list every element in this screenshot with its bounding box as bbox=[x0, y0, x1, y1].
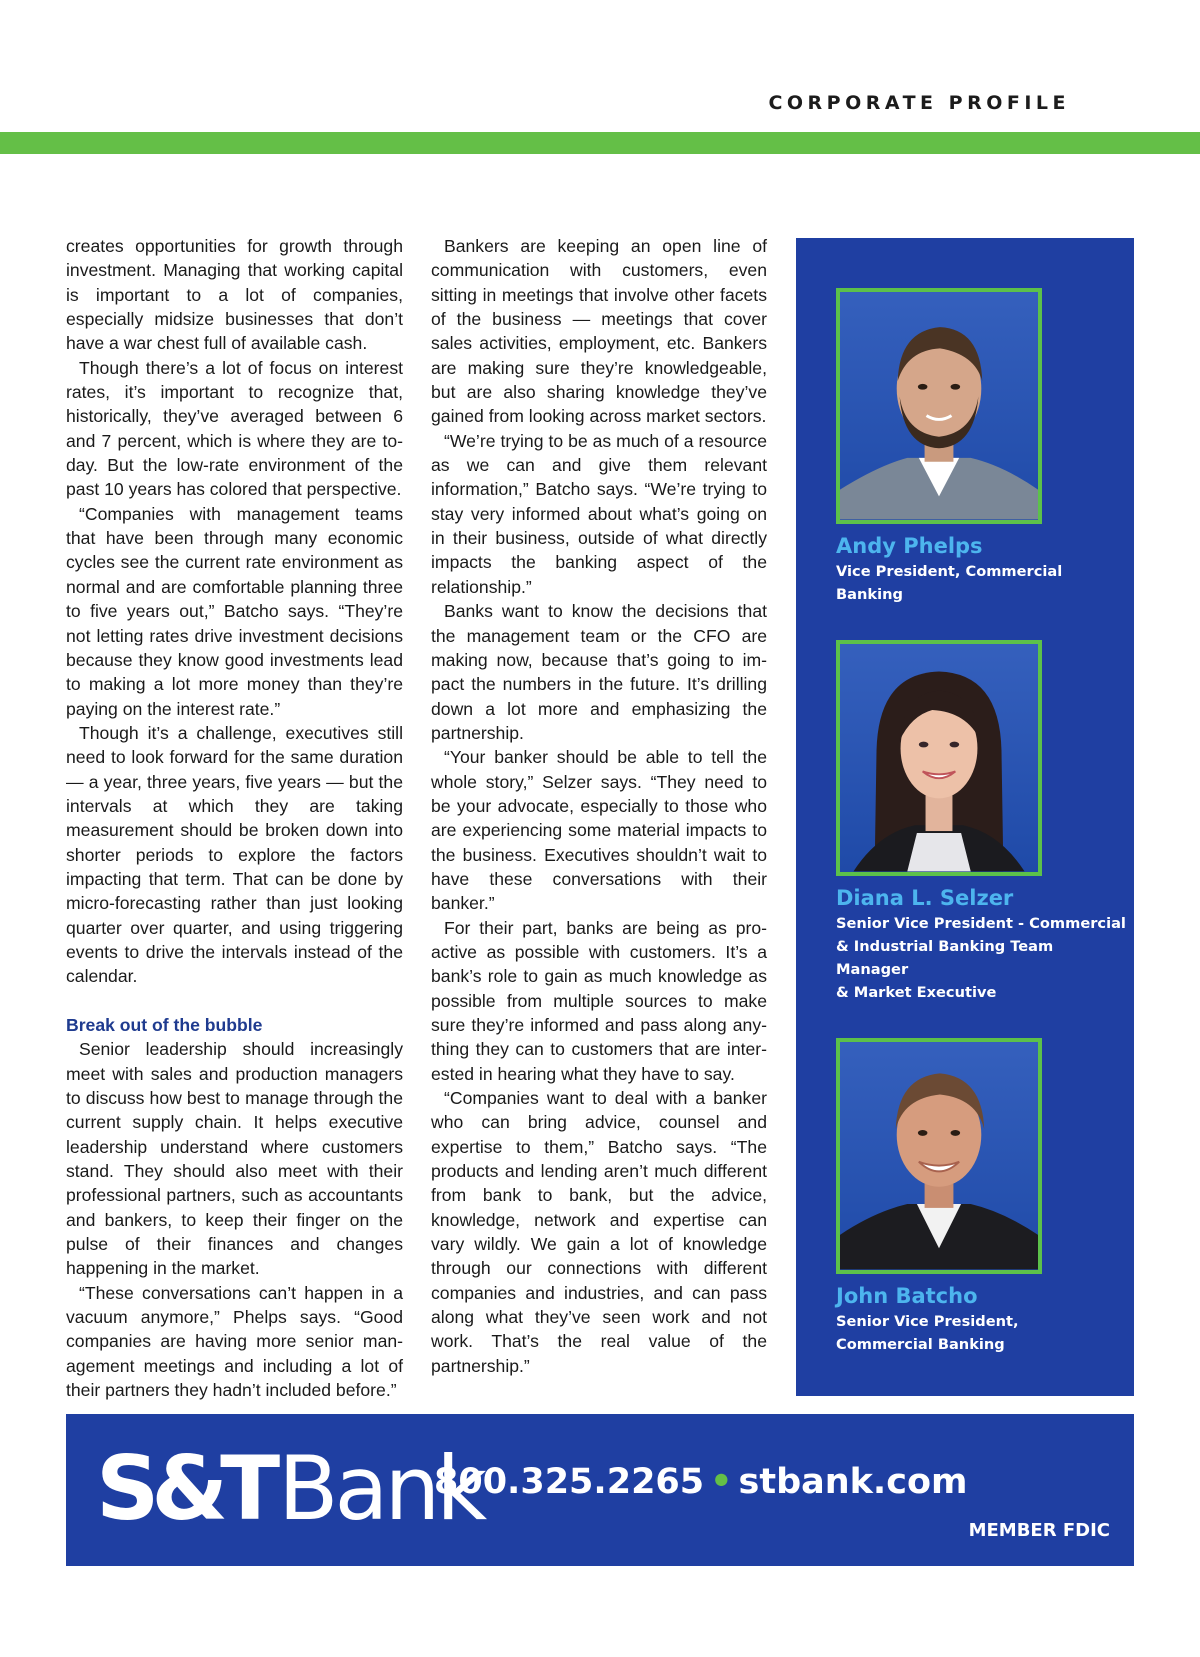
person-name: John Batcho bbox=[836, 1284, 978, 1308]
person-title: Senior Vice President, bbox=[836, 1313, 1019, 1330]
paragraph: “Companies want to deal with a banker who can bring advice, counsel and expertise to them,” Batcho says. “The products and lending aren’t much different from bank to bank, but the advice, knowledge, network and expertise can vary wildly. We gain a lot of knowledge through our connections with different companies and industries, and can pass along what they’ve seen work and not work. That’s the real value of the partnership.” bbox=[431, 1088, 767, 1376]
paragraph: Senior leadership should increasingly meet with sales and production managers to discuss how best to manage through the current supply chain. It helps executive leadership understand where customers stand. They should also meet with their professional partners, such as accountants and bankers, to keep their finger on the pulse of their finances and changes happening in the market. bbox=[66, 1039, 403, 1279]
person-card-batcho bbox=[836, 1038, 1126, 1356]
contact-line bbox=[434, 1462, 968, 1502]
phone-number: 800.325.2265 bbox=[434, 1462, 705, 1502]
member-fdic: MEMBER FDIC bbox=[968, 1520, 1110, 1541]
person-title: Senior Vice President - Commercial bbox=[836, 915, 1126, 932]
headshot-woman-icon bbox=[840, 644, 1038, 872]
article-column-left bbox=[66, 234, 403, 1403]
person-title: & Industrial Banking Team Manager bbox=[836, 938, 1054, 978]
paragraph: Banks want to know the decisions that the management team or the CFO are making now, because that’s going to impact the numbers in the future. It’s drilling down a lot more and emphasizing the partnership. bbox=[431, 601, 767, 743]
paragraph: “These conversations can’t happen in a vacuum anymore,” Phelps says. “Good companies are having more senior management meetings and including a lot of their partners they hadn’t included before.” bbox=[66, 1282, 403, 1401]
person-name: Diana L. Selzer bbox=[836, 886, 1014, 910]
header-green-rule bbox=[0, 132, 1200, 154]
paragraph: “Companies with management teams that have been through many economic cycles see the current rate environment as normal and are comfortable planning three to five years out,” Batcho says. “They’re not letting rates drive investment decisions because they know good investments lead to making a lot more money than they’re paying on the interest rate.” bbox=[66, 503, 403, 719]
headshot-photo bbox=[836, 640, 1042, 876]
headshot-photo bbox=[836, 288, 1042, 524]
paragraph: Though there’s a lot of focus on interest rates, it’s important to recognize that, historically, they’ve averaged between 6 and 7 percent, which is where they are today. But the low-rate environment of the past 10 years has colored that perspective. bbox=[66, 357, 403, 500]
paragraph: “We’re trying to be as much of a resource as we can and give them relevant information,” Batcho says. “We’re trying to stay very informed about what’s going on in their business, outside of what directly impacts the banking aspect of the relationship.” bbox=[431, 430, 767, 597]
paragraph: For their part, banks are being as proactive as possible with customers. It’s a bank’s role to gain as much knowledge as possible from multiple sources to make sure they’re informed and pass along anything they can to customers that are interested in hearing what they have to say. bbox=[431, 917, 767, 1084]
headshot-man-icon bbox=[840, 1042, 1038, 1270]
person-title: Vice President, Commercial Banking bbox=[836, 563, 1063, 603]
footer-banner bbox=[66, 1414, 1134, 1566]
person-title: & Market Executive bbox=[836, 984, 997, 1001]
separator-dot: • bbox=[710, 1462, 733, 1502]
paragraph: Bankers are keeping an open line of communication with customers, even sitting in meetings that involve other facets of the business — meetings that cover sales activities, employment, etc. Bankers are making sure they’re knowledgeable, but are also sharing knowledge they’ve gained from looking across market sectors. bbox=[431, 236, 767, 427]
headshot-man-beard-icon bbox=[840, 292, 1038, 520]
paragraph: Though it’s a challenge, executives still need to look forward for the same duration — a year, three years, five years — but the intervals at which they are taking measurement should be broken down into shorter periods to explore the factors impacting that term. That can be done by micro-forecasting rather than just looking quarter over quarter, and using triggering events to drive the intervals instead of the calendar. bbox=[66, 722, 403, 987]
website-link[interactable]: stbank.com bbox=[738, 1462, 968, 1502]
person-title: Commercial Banking bbox=[836, 1336, 1005, 1353]
paragraph: creates opportunities for growth through investment. Managing that working capital is important to a lot of companies, especially midsize businesses that don’t have a war chest full of available cash. bbox=[66, 236, 403, 354]
logo-mark: S&T bbox=[96, 1437, 273, 1540]
person-name: Andy Phelps bbox=[836, 534, 983, 558]
section-label: CORPORATE PROFILE bbox=[768, 92, 1070, 114]
paragraph: “Your banker should be able to tell the whole story,” Selzer says. “They need to be your advocate, especially to those who are experiencing some material impacts to the business. Executives shouldn’t wait to have these conversations with their banker.” bbox=[431, 747, 767, 914]
subhead: Break out of the bubble bbox=[66, 1015, 263, 1035]
person-card-phelps bbox=[836, 288, 1126, 606]
headshot-photo bbox=[836, 1038, 1042, 1274]
article-column-middle bbox=[431, 234, 767, 1378]
st-bank-logo bbox=[96, 1434, 483, 1544]
person-card-selzer bbox=[836, 640, 1126, 1004]
logo-word: Bank bbox=[278, 1437, 484, 1540]
executive-sidebar bbox=[796, 238, 1134, 1396]
